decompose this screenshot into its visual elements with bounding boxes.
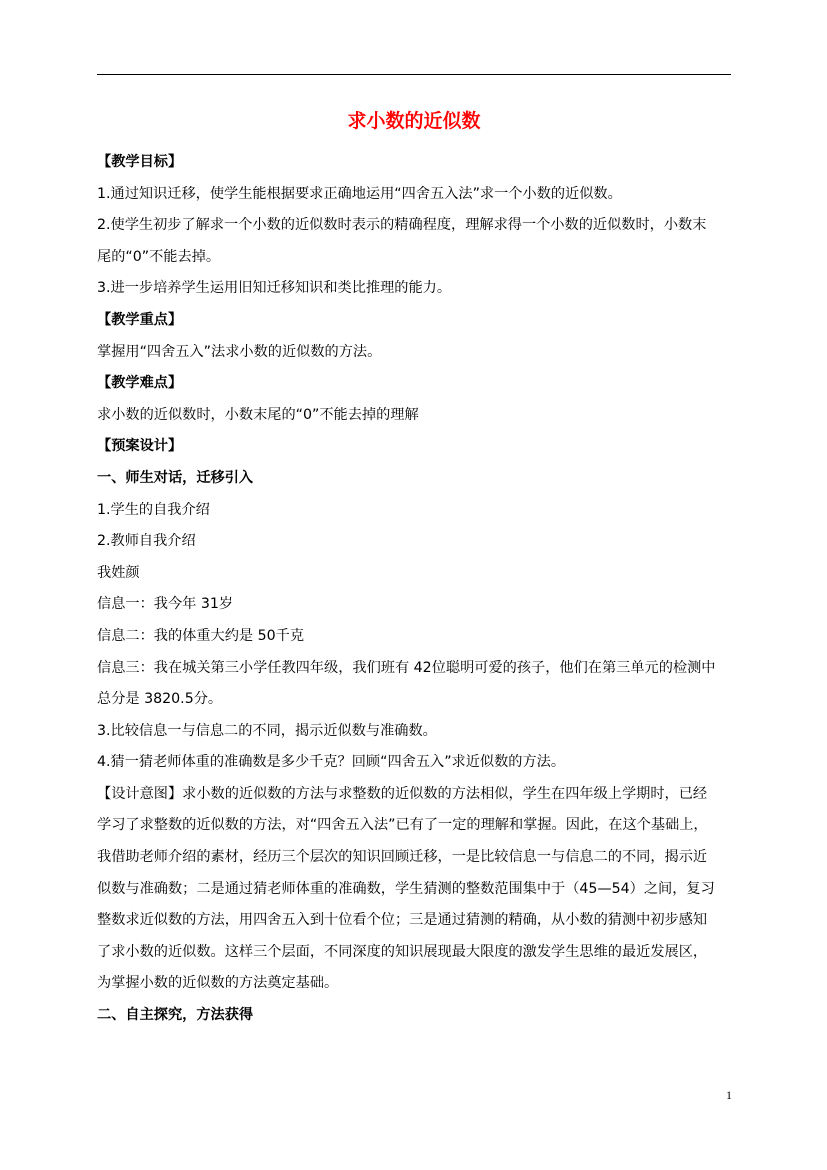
design-heading: 【预案设计】 — [97, 438, 183, 455]
goals-heading: 【教学目标】 — [97, 154, 183, 170]
key-points-text: 掌握用“四舍五入”法求小数的近似数的方法。 — [97, 343, 382, 360]
item-2: 2.教师自我介绍 — [97, 533, 196, 550]
design-intent-line: 我借助老师介绍的素材，经历三个层次的知识回顾迁移，一是比较信息一与信息二的不同，揭示近 — [97, 849, 708, 866]
design-intent-line: 整数求近似数的方法，用四舍五入到十位看个位；三是通过猜测的精确，从小数的猜测中初步感知 — [97, 912, 708, 929]
goal-1: 1.通过知识迁移，使学生能根据要求正确地运用“四舍五入法”求一个小数的近似数。 — [97, 185, 622, 202]
goal-2-line-2: 尾的“0”不能去掉。 — [97, 248, 221, 265]
difficulty-heading: 【教学难点】 — [97, 375, 183, 392]
item-1: 1.学生的自我介绍 — [97, 501, 210, 518]
item-3: 3.比较信息一与信息二的不同，揭示近似数与准确数。 — [97, 722, 437, 739]
design-intent-line: 了求小数的近似数。这样三个层面，不同深度的知识展现最大限度的激发学生思维的最近发展区， — [97, 943, 708, 960]
page-number: 1 — [726, 1088, 732, 1102]
key-points-heading: 【教学重点】 — [97, 311, 183, 328]
design-intent-line: 【设计意图】求小数的近似数的方法与求整数的近似数的方法相似，学生在四年级上学期时，已经 — [97, 785, 708, 802]
design-intent-paragraph — [97, 779, 733, 1000]
document-title: 求小数的近似数 — [347, 110, 481, 132]
document-body — [97, 147, 733, 1032]
info-3-line-2: 总分是 3820.5分。 — [97, 691, 223, 708]
header-rule — [97, 74, 731, 75]
part-2-heading: 二、自主探究，方法获得 — [97, 1007, 254, 1024]
design-intent-line: 似数与准确数；二是通过猜老师体重的准确数，学生猜测的整数范围集中于（45—54）之间，复习 — [97, 880, 715, 897]
part-1-heading: 一、师生对话，迁移引入 — [97, 469, 254, 486]
design-intent-line: 学习了求整数的近似数的方法，对“四舍五入法”已有了一定的理解和掌握。因此，在这个基础上， — [97, 817, 708, 834]
info-1: 信息一：我今年 31岁 — [97, 596, 234, 613]
info-2: 信息二：我的体重大约是 50千克 — [97, 627, 305, 644]
goal-3: 3.进一步培养学生运用旧知迁移知识和类比推理的能力。 — [97, 280, 452, 297]
teacher-name: 我姓颜 — [97, 564, 140, 581]
item-4: 4.猜一猜老师体重的准确数是多少千克？回顾“四舍五入”求近似数的方法。 — [97, 754, 566, 771]
design-intent-line: 为掌握小数的近似数的方法奠定基础。 — [97, 975, 339, 992]
goal-2-line-1: 2.使学生初步了解求一个小数的近似数时表示的精确程度，理解求得一个小数的近似数时，小数末 — [97, 217, 707, 234]
difficulty-text: 求小数的近似数时，小数末尾的“0”不能去掉的理解 — [97, 406, 419, 423]
info-3-line-1: 信息三：我在城关第三小学任教四年级，我们班有 42位聪明可爱的孩子，他们在第三单元的检测中 — [97, 659, 716, 676]
